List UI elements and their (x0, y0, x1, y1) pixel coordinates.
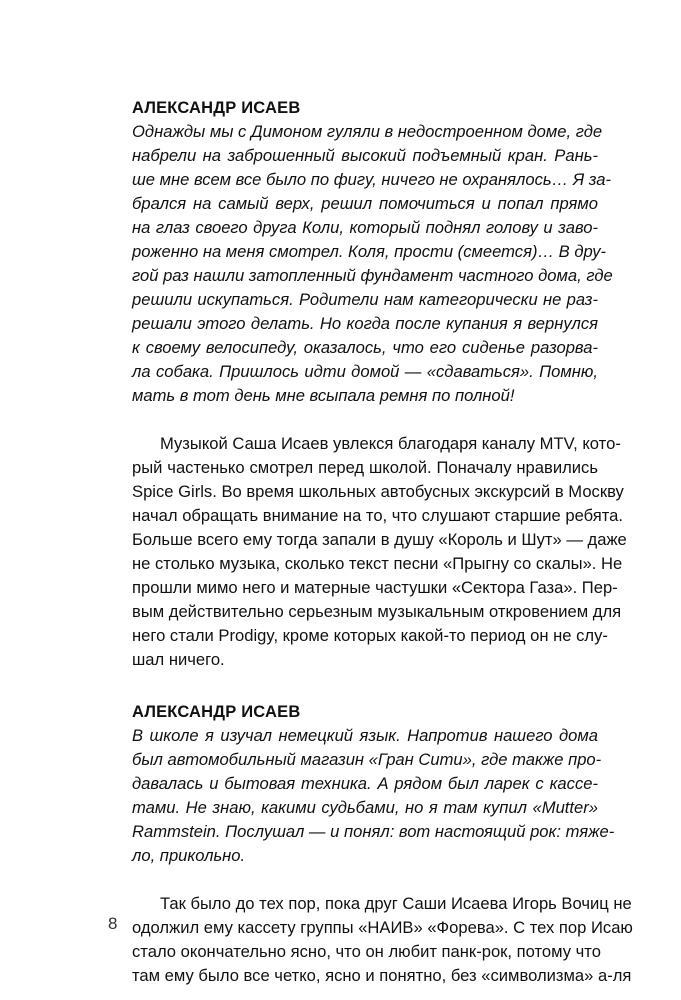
paragraph-line: вым действительно серьезным музыкальным откровением для (132, 602, 622, 621)
paragraph-line: Больше всего ему тогда запали в душу «Король и Шут» — даже (132, 530, 627, 549)
quote-line: В школе я изучал немецкий язык. Напротив нашего дома (132, 726, 598, 745)
paragraph-line: там ему было все четко, ясно и понятно, без «символизма» а-ля (132, 966, 632, 985)
quote-line: на глаз своего друга Коли, который поднял голову и заво- (132, 218, 598, 237)
quote-line: тами. Не знаю, какими судьбами, но я там купил «Mutter» (132, 798, 598, 817)
quote-line: был автомобильный магазин «Гран Сити», где также про- (132, 750, 602, 769)
speaker-name: АЛЕКСАНДР ИСАЕВ (132, 703, 301, 721)
quote-line: ло, прикольно. (132, 846, 246, 865)
quote-line: ла собака. Пришлось идти домой — «сдаваться». Помню, (132, 362, 598, 381)
quote-line: мать в тот день мне всыпала ремня по полной! (132, 386, 515, 405)
paragraph-line: Музыкой Саша Исаев увлекся благодаря каналу MTV, кото- (160, 434, 621, 453)
quote-line: Однажды мы с Димоном гуляли в недостроенном доме, где (132, 122, 603, 141)
paragraph-line: рый частенько смотрел перед школой. Поначалу нравились (132, 458, 598, 477)
paragraph-line: Так было до тех пор, пока друг Саши Исаева Игорь Вочиц не (160, 894, 632, 913)
quote-line: роженно на меня смотрел. Коля, прости (смеется)… В дру- (132, 242, 607, 261)
paragraph-line: одолжил ему кассету группы «НАИВ» «Форева». С тех пор Исаю (132, 918, 633, 937)
paragraph-line: него стали Prodigy, кроме которых какой-то период он не слу- (132, 626, 608, 645)
quote-line: набрели на заброшенный высокий подъемный кран. Рань- (132, 146, 598, 165)
quote-line: гой раз нашли затопленный фундамент частного дома, где (132, 266, 613, 285)
paragraph-line: Spice Girls. Во время школьных автобусных экскурсий в Москву (132, 482, 624, 501)
quote-line: решали этого делать. Но когда после купания я вернулся (132, 314, 598, 333)
paragraph-line: прошли мимо него и матерные частушки «Сектора Газа». Пер- (132, 578, 618, 597)
paragraph-line: не столько музыка, сколько текст песни «Прыгну со скалы». Не (132, 554, 623, 573)
quote-line: брался на самый верх, решил помочиться и попал прямо (132, 194, 598, 213)
quote-line: давалась и бытовая техника. А рядом был ларек с кассе- (132, 774, 598, 793)
page-number: 8 (108, 914, 118, 933)
paragraph-line: стало окончательно ясно, что он любит панк-рок, потому что (132, 942, 601, 961)
paragraph-line: начал обращать внимание на то, что слушают старшие ребята. (132, 506, 624, 525)
quote-line: ше мне всем все было по фигу, ничего не охранялось… Я за- (132, 170, 612, 189)
quote-line: решили искупаться. Родители нам категорически не раз- (132, 290, 598, 309)
quote-line: Rammstein. Послушал — и понял: вот настоящий рок: тяже- (132, 822, 615, 841)
paragraph-line: шал ничего. (132, 650, 225, 669)
quote-line: к своему велосипеду, оказалось, что его сиденье разорва- (132, 338, 598, 357)
speaker-name: АЛЕКСАНДР ИСАЕВ (132, 99, 301, 117)
